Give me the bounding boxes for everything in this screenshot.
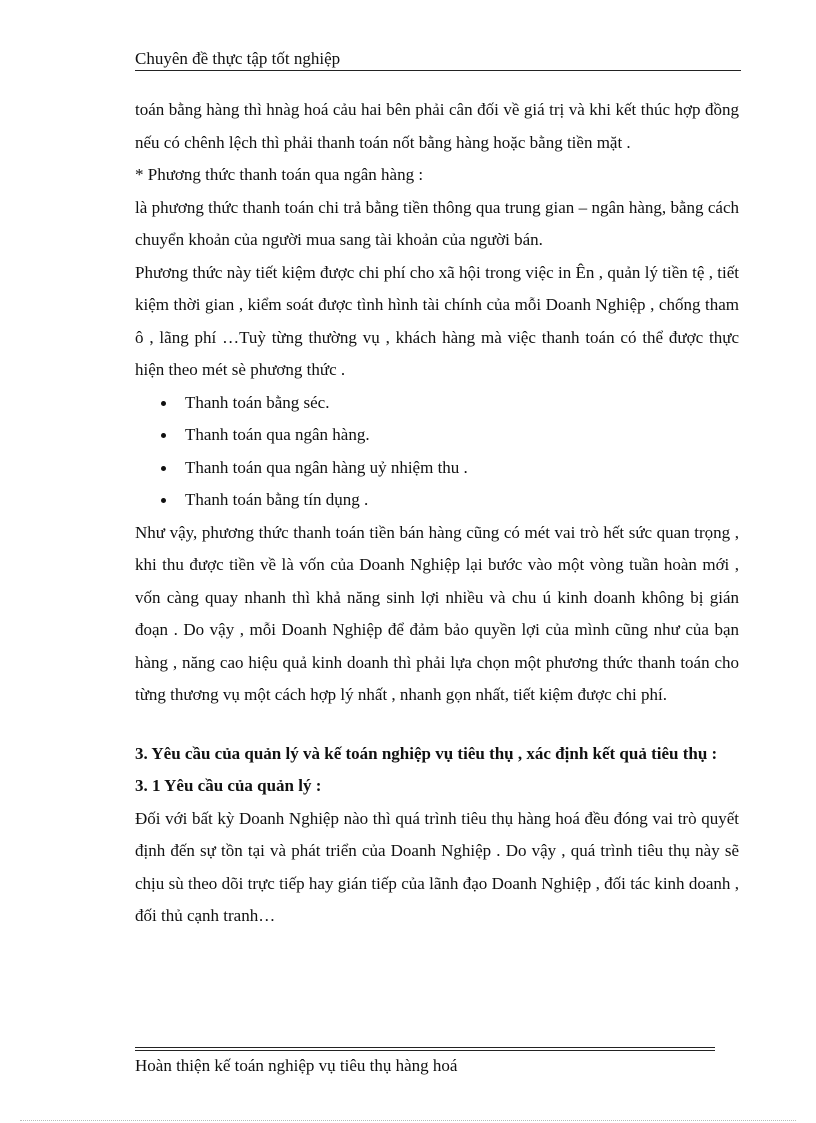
document-body	[135, 94, 739, 933]
footer-divider	[135, 1047, 715, 1048]
bullet-list	[135, 387, 739, 517]
list-item	[135, 419, 739, 452]
section-heading: 3. Yêu cầu của quản lý và kế toán nghiệp vụ tiêu thụ , xác định kết quả tiêu thụ :	[135, 743, 718, 763]
paragraph: Đối với bất kỳ Doanh Nghiệp nào thì quá trình tiêu thụ hàng hoá đều đóng vai trò quyết định đến sự tồn tại và phát triển của Doanh Nghiệp . Do vậy , quá trình tiêu thụ này sẽ chịu sù theo dõi trực tiếp hay gián tiếp của lãnh đạo Doanh Nghiệp , đối tác kinh doanh , đối thủ cạnh tranh…	[135, 808, 739, 925]
list-item	[135, 452, 739, 485]
list-item	[135, 484, 739, 517]
bullet-icon	[161, 466, 166, 471]
list-item-text: Thanh toán qua ngân hàng uỷ nhiệm thu .	[185, 457, 468, 477]
subsection-heading: 3. 1 Yêu cầu của quản lý :	[135, 776, 322, 795]
bullet-icon	[161, 433, 166, 438]
paragraph: Phương thức này tiết kiệm được chi phí cho xã hội trong việc in Ên , quản lý tiền tệ , tiết kiệm thời gian , kiểm soát được tình hình tài chính của mỗi Doanh Nghiệp , chống tham ô , lãng phí …Tuỳ từng thường vụ , khách hàng mà việc thanh toán có thể được thực hiện theo mét sè phương thức .	[135, 262, 739, 379]
list-item-text: Thanh toán bằng tín dụng .	[185, 490, 369, 509]
page-edge-divider	[20, 1120, 796, 1121]
page-footer: Hoàn thiện kế toán nghiệp vụ tiêu thụ hàng hoá	[135, 1056, 458, 1075]
list-item-text: Thanh toán qua ngân hàng.	[185, 425, 370, 444]
page-header: Chuyên đề thực tập tốt nghiệp	[135, 48, 741, 71]
list-item	[135, 387, 739, 420]
paragraph: * Phương thức thanh toán qua ngân hàng :	[135, 165, 424, 184]
paragraph: là phương thức thanh toán chi trả bằng tiền thông qua trung gian – ngân hàng, bằng cách chuyển khoản của người mua sang tài khoản của người bán.	[135, 197, 739, 249]
paragraph: toán bằng hàng thì hnàg hoá cảu hai bên phải cân đối về giá trị và khi kết thúc hợp đồng nếu có chênh lệch thì phải thanh toán nốt bằng hàng hoặc bằng tiền mặt .	[135, 100, 739, 152]
footer-divider	[135, 1050, 715, 1051]
list-item-text: Thanh toán bằng séc.	[185, 392, 330, 412]
paragraph: Như vậy, phương thức thanh toán tiền bán hàng cũng có mét vai trò hết sức quan trọng , khi thu được tiền về là vốn của Doanh Nghiệp lại bước vào một vòng tuần hoàn mới , vốn càng quay nhanh thì khả năng sinh lợi nhiều và chu ú kinh doanh không bị gián đoạn . Do vậy , mỗi Doanh Nghiệp để đảm bảo quyền lợi của mình cũng như của bạn hàng , năng cao hiệu quả kinh doanh thì phải lựa chọn một phương thức thanh toán cho từng thương vụ một cách hợp lý nhất , nhanh gọn nhất, tiết kiệm được chi phí.	[135, 522, 739, 704]
bullet-icon	[161, 498, 166, 503]
bullet-icon	[161, 401, 166, 406]
spacer	[135, 712, 739, 738]
